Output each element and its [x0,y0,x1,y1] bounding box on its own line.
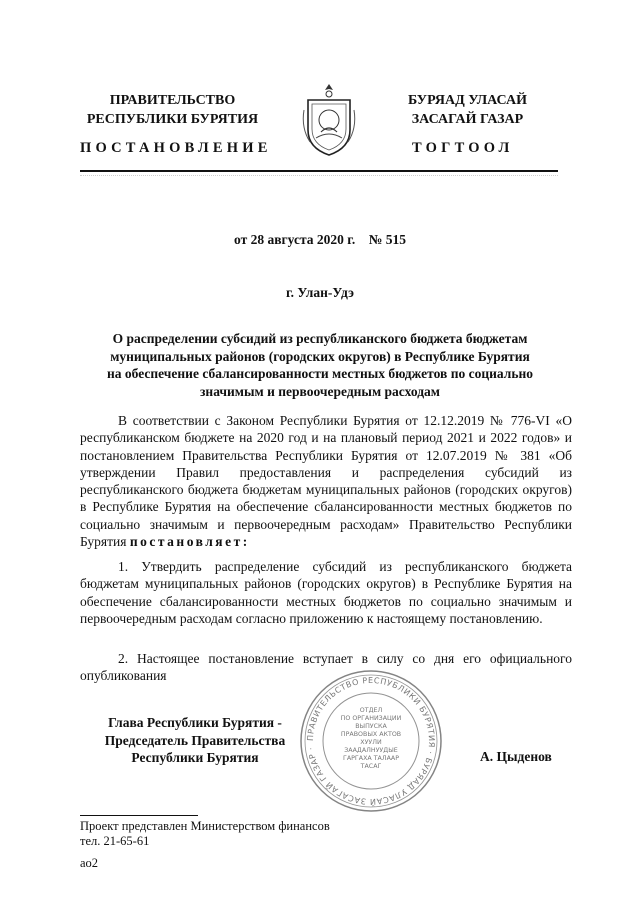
official-stamp [298,668,444,814]
stamp-line-8: ТАСАГ [360,763,382,770]
signature-block [100,714,290,767]
header-left-line1: ПРАВИТЕЛЬСТВО [109,93,236,108]
city: г. Улан-Удэ [286,285,354,300]
document-type-title-bua: ТОГТООЛ [412,140,514,156]
stamp-line-5: ХУУЛИ [360,739,382,746]
stamp-line-1: ОТДЕЛ [359,707,383,714]
stamp-line-7: ГАРГАХА ТАЛААР [342,755,400,762]
signature-line3: Республики Бурятия [131,750,259,765]
stamp-line-6: ЗААДАЛНУУДЫЕ [344,747,398,754]
date-and-number: от 28 августа 2020 г. № 515 [234,232,406,247]
preamble-decree-word: постановляет: [129,534,250,550]
signer-name: А. Цыденов [480,749,552,764]
paragraph-preamble [80,412,572,550]
paragraph-item-1: 1. Утвердить распределение субсидий из республиканского бюджета бюджетам муниципальных районов (городских округов) в Республике Бурятия на обеспечение сбалансированности местных бюджетов по социально значимым и первоочередным расходам согласно приложению к настоящему постановлению. [80,559,572,626]
signature-line2: Председатель Правительства [104,732,286,748]
signature-line1: Глава Республики Бурятия - [108,715,282,730]
header-left [80,91,265,129]
footnote-rule [80,815,198,816]
stamp-line-3: ВЫПУСКА [355,723,387,730]
document-code: ао2 [80,856,99,870]
footnote-line1: Проект представлен Министерством финансов [80,819,330,833]
stamp-line-2: ПО ОРГАНИЗАЦИИ [340,715,402,722]
coat-of-arms-emblem [300,80,358,158]
paragraph-item-2: 2. Настоящее постановление вступает в силу со дня его официального опубликования [80,651,572,684]
preamble-text: В соответствии с Законом Республики Бурятия от 12.12.2019 № 776-VI «О республиканском бюджете на 2020 год и на плановый период 2021 и 2022 годов» и постановлением Правительства Республики Бурятия от 12.07.2019 № 381 «Об утверждении Правил предоставления и распределения субсидий из республиканского бюджета бюджетам муниципальных районов (городских округов) в Республике Бурятия на обеспечение сбалансированности местных бюджетов по социально значимым и первоочередным расходам» Правительство Республики Бурятия [80,413,572,550]
header-dotted-rule [80,175,558,177]
header-right-line2: ЗАСАГАЙ ГАЗАР [411,112,524,127]
header-right-line1: БУРЯАД УЛАСАЙ [408,93,527,108]
stamp-line-4: ПРАВОВЫХ АКТОВ [340,731,402,738]
stamp-outer-text: ПРАВИТЕЛЬСТВО РЕСПУБЛИКИ БУРЯТИЯ · БУРЯАД УЛАСАЙ ЗАСАГАЙ ГАЗАР · [305,675,437,807]
document-type-title-ru: ПОСТАНОВЛЕНИЕ [80,140,272,156]
document-title: О распределении субсидий из республиканского бюджета бюджетам муниципальных районов (городских округов) в Республике Бурятия на обеспечение сбалансированности местных бюджетов по социально значимым и первоочередным расходам [106,331,534,399]
header-right [395,91,540,129]
footnote [80,819,330,849]
footnote-line2: тел. 21-65-61 [80,834,150,848]
header-left-line2: РЕСПУБЛИКИ БУРЯТИЯ [86,112,259,127]
header-rule [80,170,558,172]
